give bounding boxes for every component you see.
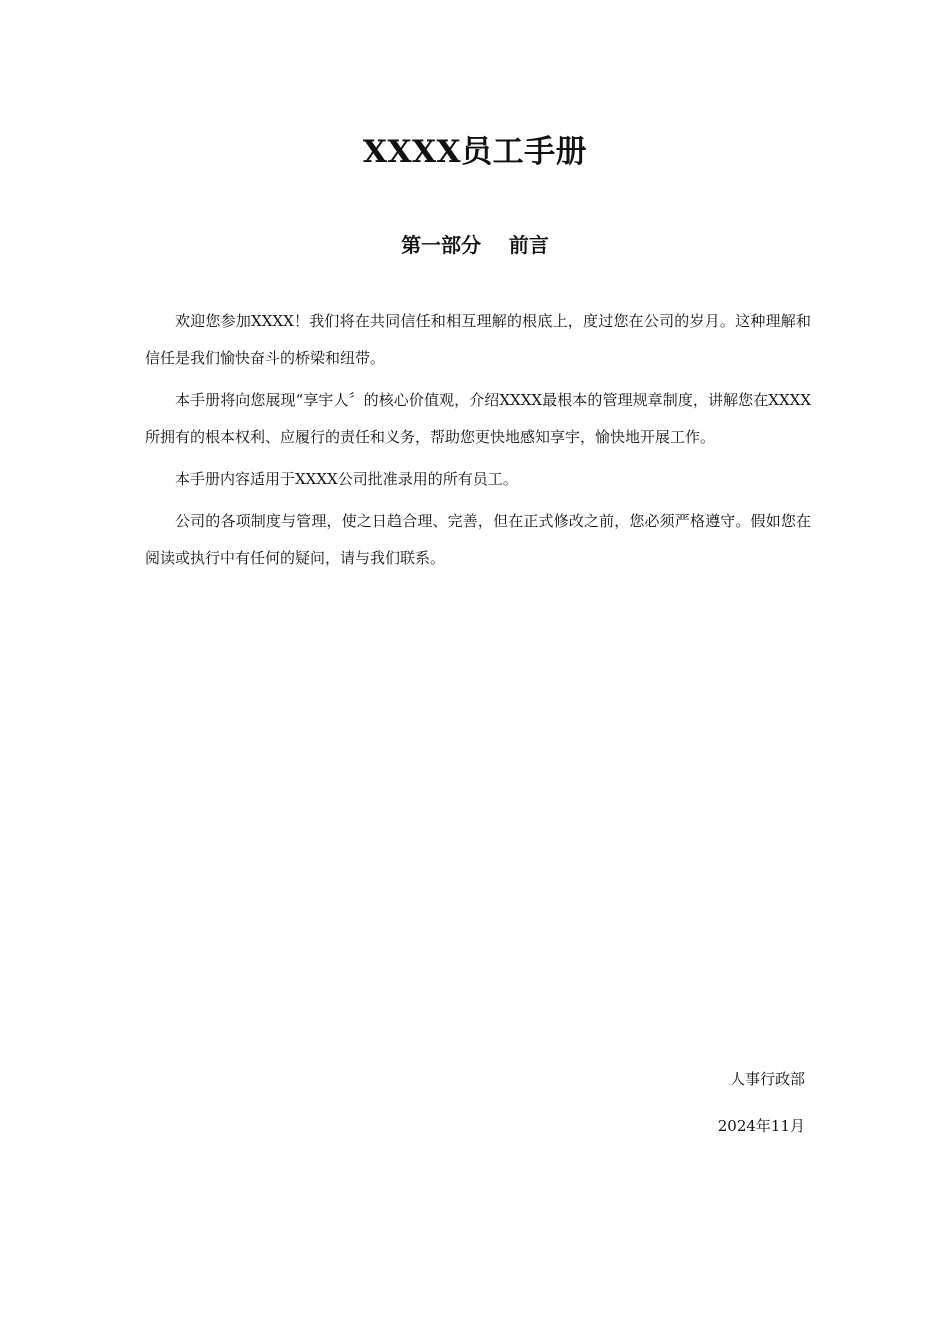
paragraph-welcome: 欢迎您参加XXXX！我们将在共同信任和相互理解的根底上，度过您在公司的岁月。这种理解和信任是我们愉快奋斗的桥梁和纽带。 — [145, 312, 811, 367]
paragraph-scope: 本手册内容适用于XXXX公司批准录用的所有员工。 — [175, 470, 518, 488]
paragraph-compliance: 公司的各项制度与管理，使之日趋合理、完善，但在正式修改之前，您必须严格遵守。假如您在阅读或执行中有任何的疑问，请与我们联系。 — [145, 512, 811, 567]
document-title: XXXX员工手册 — [362, 134, 588, 170]
section-heading: 第一部分 前言 — [401, 233, 549, 257]
signature-date: 2024年11月 — [717, 1117, 805, 1135]
signature-department: 人事行政部 — [729, 1070, 805, 1088]
paragraph-purpose: 本手册将向您展现“享宇人〞的核心价值观，介绍XXXX最根本的管理规章制度，讲解您在XXXX所拥有的根本权利、应履行的责任和义务，帮助您更快地感知享宇，愉快地开展工作。 — [145, 391, 811, 446]
document-body — [145, 303, 811, 577]
